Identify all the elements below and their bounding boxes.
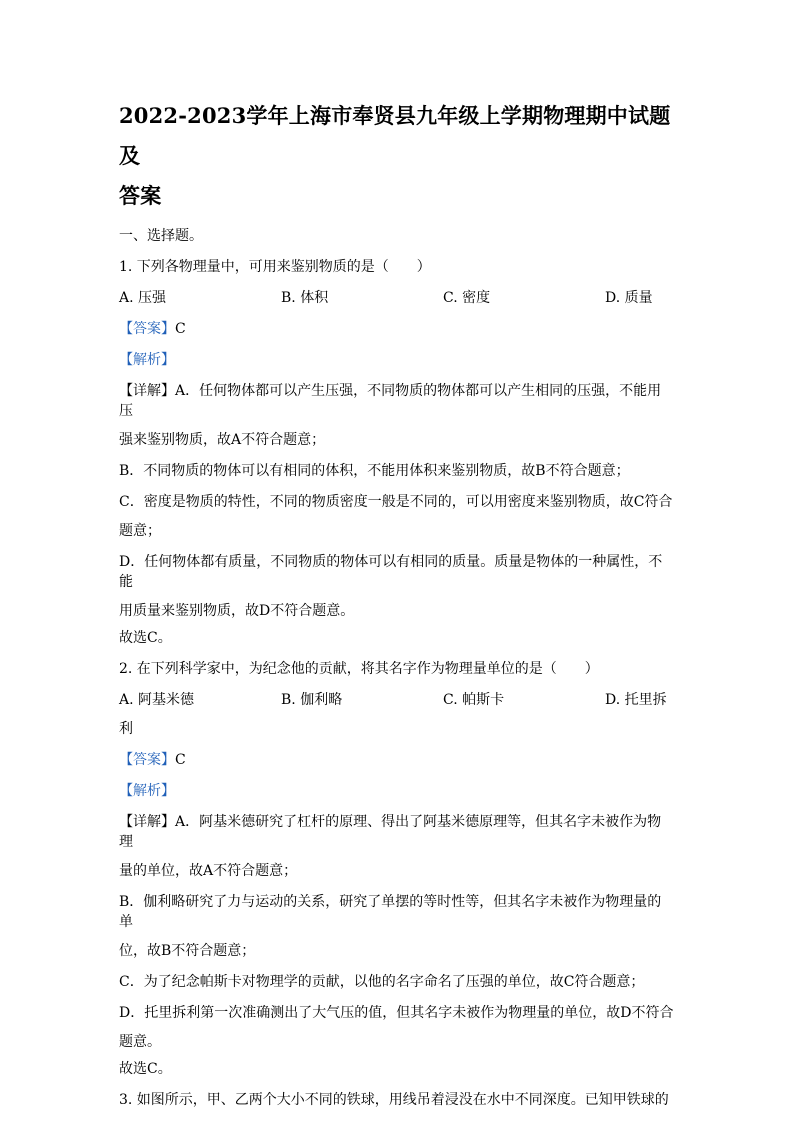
q1-answer-value: C <box>175 321 186 337</box>
q1-detail-line-4: C．密度是物质的特性，不同的物质密度一般是不同的，可以用密度来鉴别物质，故C符合 <box>119 494 673 510</box>
section-heading: 一、选择题。 <box>119 228 203 244</box>
q1-detail-line-8: 故选C。 <box>119 630 172 646</box>
q1-option-d: D. 质量 <box>605 290 653 306</box>
q2-analysis-tag: 【解析】 <box>119 783 175 799</box>
q1-option-b: B. 体积 <box>281 290 329 306</box>
q1-detail-line-7: 用质量来鉴别物质，故D不符合题意。 <box>119 603 355 619</box>
q1-option-a: A. 压强 <box>119 290 167 306</box>
q2-detail-tag: 【详解】 <box>119 814 175 830</box>
q1-options <box>119 288 675 308</box>
q2-option-c: C. 帕斯卡 <box>443 692 505 708</box>
document-title <box>119 96 675 216</box>
q2-detail-line-5: C．为了纪念帕斯卡对物理学的贡献，以他的名字命名了压强的单位，故C符合题意； <box>119 974 645 990</box>
q2-answer-value: C <box>175 752 186 768</box>
q1-detail-line-6: D．任何物体都有质量，不同物质的物体可以有相同的质量。质量是物体的一种属性，不能 <box>119 554 663 590</box>
q1-option-c: C. 密度 <box>443 290 491 306</box>
q1-analysis-tag: 【解析】 <box>119 352 175 368</box>
q2-detail-line-8: 故选C。 <box>119 1061 172 1077</box>
q2-option-d: D. 托里拆 <box>605 692 667 708</box>
q1-answer <box>119 319 675 339</box>
q2-detail-line-7: 题意。 <box>119 1034 161 1050</box>
q2-option-b: B. 伽利略 <box>281 692 343 708</box>
q2-stem: 2. 在下列科学家中，为纪念他的贡献，将其名字作为物理量单位的是（ ） <box>119 661 599 677</box>
document-page <box>119 96 675 1121</box>
q2-detail-line-4: 位，故B不符合题意； <box>119 943 256 959</box>
q2-option-wrap: 利 <box>119 721 133 737</box>
q1-detail-line-5: 题意； <box>119 523 161 539</box>
q1-detail-line-1: A．任何物体都可以产生压强，不同物质的物体都可以产生相同的压强，不能用压 <box>119 383 662 419</box>
title-line-1: 2022-2023学年上海市奉贤县九年级上学期物理期中试题及 <box>119 103 671 168</box>
q1-stem: 1. 下列各物理量中，可用来鉴别物质的是（ ） <box>119 259 431 275</box>
q1-answer-tag: 【答案】 <box>119 321 175 337</box>
q1-detail-1 <box>119 381 675 421</box>
q2-detail-line-6: D．托里拆利第一次准确测出了大气压的值，但其名字未被作为物理量的单位，故D不符合 <box>119 1005 674 1021</box>
q2-answer-tag: 【答案】 <box>119 752 175 768</box>
q2-option-a: A. 阿基米德 <box>119 692 195 708</box>
q2-detail-line-1: A．阿基米德研究了杠杆的原理、得出了阿基米德原理等，但其名字未被作为物理 <box>119 814 662 850</box>
q1-detail-tag: 【详解】 <box>119 383 175 399</box>
q2-answer <box>119 750 675 770</box>
q2-detail-line-2: 量的单位，故A不符合题意； <box>119 863 298 879</box>
title-line-2: 答案 <box>119 183 162 208</box>
q1-detail-line-2: 强来鉴别物质，故A不符合题意； <box>119 432 326 448</box>
q3-stem: 3. 如图所示，甲、乙两个大小不同的铁球，用线吊着浸没在水中不同深度。已知甲铁球的 <box>119 1092 669 1108</box>
q2-detail-1 <box>119 812 675 852</box>
q1-detail-line-3: B．不同物质的物体可以有相同的体积，不能用体积来鉴别物质，故B不符合题意； <box>119 463 630 479</box>
q2-options <box>119 690 675 710</box>
q2-detail-line-3: B．伽利略研究了力与运动的关系，研究了单摆的等时性等，但其名字未被作为物理量的单 <box>119 894 662 930</box>
